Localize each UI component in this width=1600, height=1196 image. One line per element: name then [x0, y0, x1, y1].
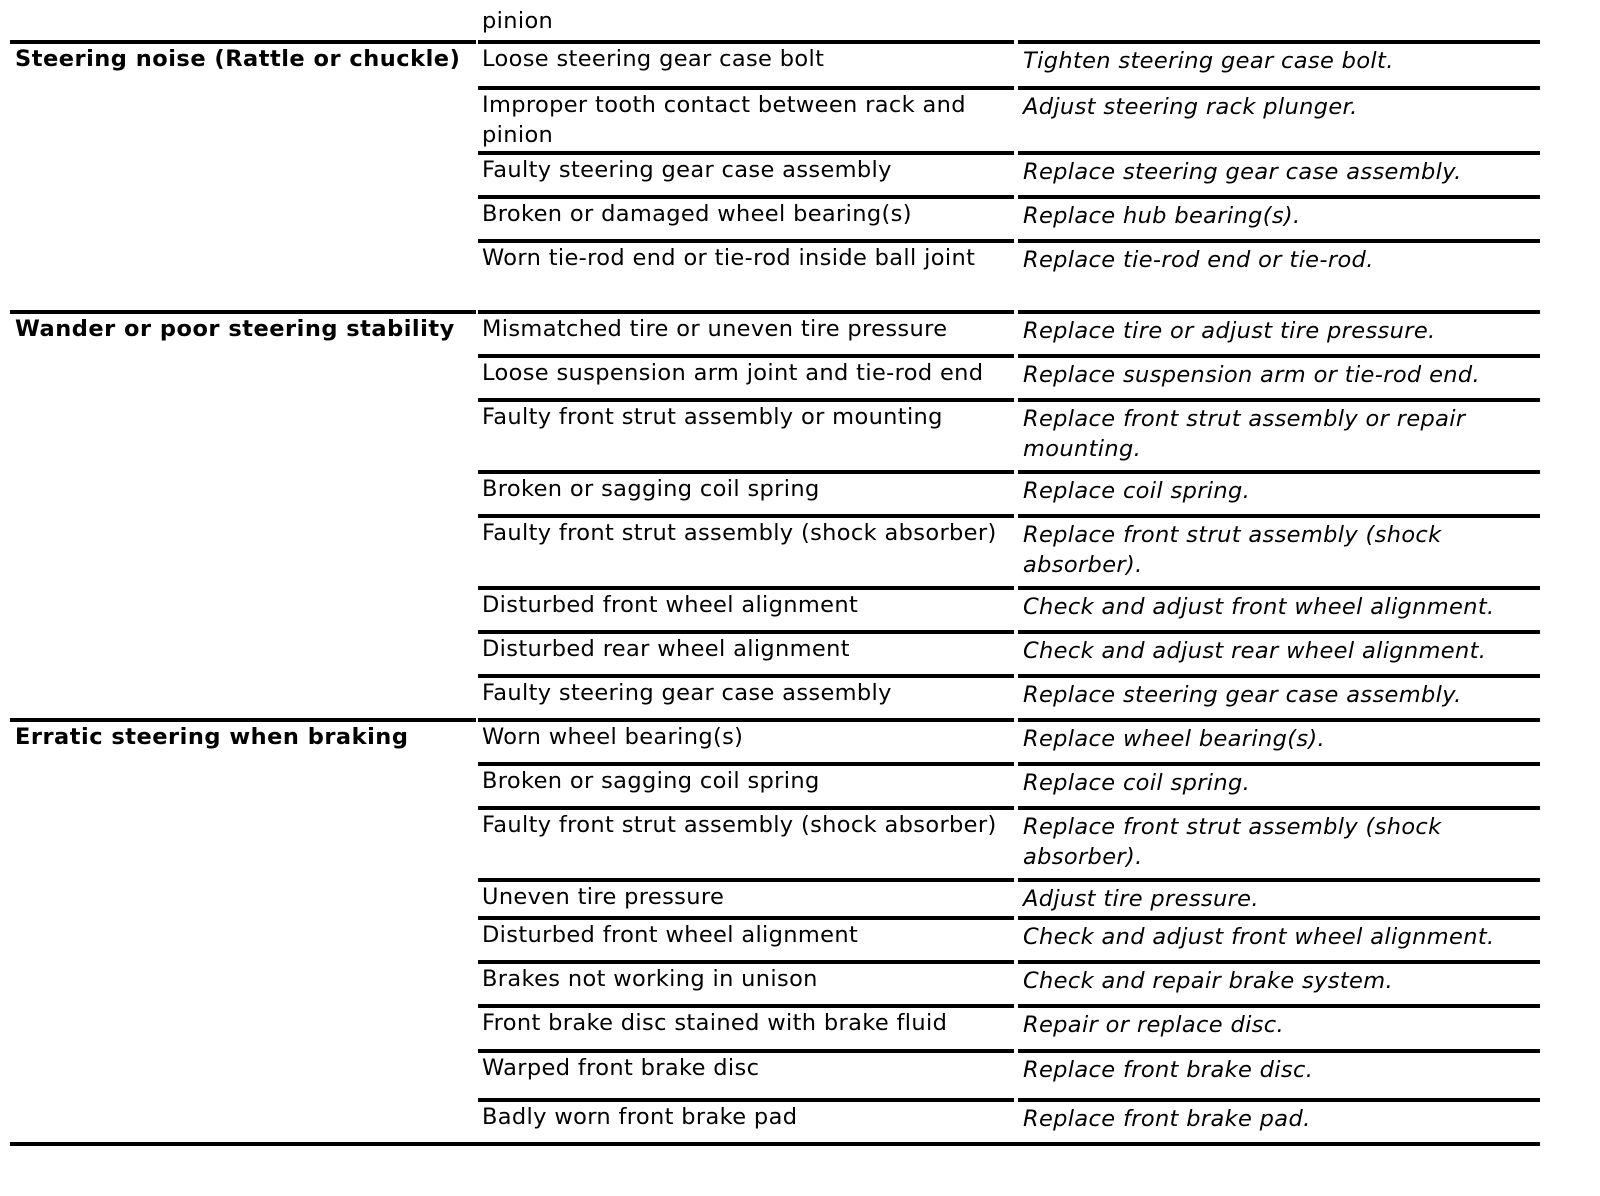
cause-text: Worn tie-rod end or tie-rod inside ball joint [482, 245, 976, 271]
remedy-divider [1018, 514, 1540, 518]
cause-text: Front brake disc stained with brake fluid [482, 1010, 948, 1036]
cause-text: Faulty steering gear case assembly [482, 157, 892, 183]
cause-text: Loose suspension arm joint and tie-rod end [482, 360, 984, 386]
remedy-divider [1018, 960, 1540, 964]
cause-text: Faulty steering gear case assembly [482, 680, 892, 706]
remedy-divider [1018, 40, 1540, 44]
remedy-divider [1018, 762, 1540, 766]
remedy-text: Repair or replace disc. [1023, 1012, 1284, 1038]
continued-cause-text: pinion [482, 8, 554, 34]
remedy-text: Replace coil spring. [1023, 478, 1251, 504]
remedy-divider [1018, 354, 1540, 358]
remedy-divider [1018, 398, 1540, 402]
remedy-text: Check and adjust front wheel alignment. [1023, 924, 1495, 950]
cause-text: Broken or damaged wheel bearing(s) [482, 201, 912, 227]
cause-text: pinion [482, 122, 554, 148]
remedy-divider [1018, 470, 1540, 474]
cause-text: Brakes not working in unison [482, 966, 818, 992]
remedy-divider [1018, 239, 1540, 243]
remedy-text: absorber). [1023, 844, 1143, 870]
cause-text: Mismatched tire or uneven tire pressure [482, 316, 948, 342]
remedy-text: Replace coil spring. [1023, 770, 1251, 796]
remedy-text: Replace hub bearing(s). [1023, 203, 1301, 229]
remedy-text: Tighten steering gear case bolt. [1023, 48, 1394, 74]
cause-text: Improper tooth contact between rack and [482, 92, 966, 118]
remedy-text: Replace front brake pad. [1023, 1106, 1311, 1132]
cause-text: Warped front brake disc [482, 1055, 760, 1081]
cause-text: Uneven tire pressure [482, 884, 725, 910]
remedy-text: Replace steering gear case assembly. [1023, 682, 1462, 708]
remedy-divider [1018, 806, 1540, 810]
cause-text: Disturbed front wheel alignment [482, 922, 859, 948]
remedy-text: Check and repair brake system. [1023, 968, 1394, 994]
remedy-text: Replace tie-rod end or tie-rod. [1023, 247, 1374, 273]
remedy-text: Adjust tire pressure. [1023, 886, 1259, 912]
remedy-text: Replace tire or adjust tire pressure. [1023, 318, 1436, 344]
remedy-text: absorber). [1023, 552, 1143, 578]
cause-text: Worn wheel bearing(s) [482, 724, 744, 750]
remedy-divider [1018, 586, 1540, 590]
remedy-divider [1018, 718, 1540, 722]
symptom-label: Wander or poor steering stability [15, 316, 455, 342]
remedy-text: Check and adjust front wheel alignment. [1023, 594, 1495, 620]
remedy-text: Replace suspension arm or tie-rod end. [1023, 362, 1481, 388]
cause-text: Badly worn front brake pad [482, 1104, 798, 1130]
remedy-text: Replace front strut assembly or repair [1023, 406, 1466, 432]
remedy-text: Replace front brake disc. [1023, 1057, 1314, 1083]
remedy-text: Replace front strut assembly (shock [1023, 814, 1442, 840]
remedy-text: Replace steering gear case assembly. [1023, 159, 1462, 185]
cause-text: Disturbed front wheel alignment [482, 592, 859, 618]
symptom-label: Steering noise (Rattle or chuckle) [15, 46, 461, 72]
remedy-divider [1018, 151, 1540, 155]
remedy-divider [1018, 1098, 1540, 1102]
remedy-divider [1018, 1049, 1540, 1053]
cause-text: Broken or sagging coil spring [482, 476, 820, 502]
remedy-divider [1018, 1004, 1540, 1008]
remedy-text: Replace wheel bearing(s). [1023, 726, 1326, 752]
table-bottom-rule [10, 1142, 1540, 1146]
remedy-divider [1018, 86, 1540, 90]
remedy-divider [1018, 674, 1540, 678]
remedy-text: mounting. [1023, 436, 1142, 462]
symptom-label: Erratic steering when braking [15, 724, 409, 750]
cause-text: Faulty front strut assembly or mounting [482, 404, 943, 430]
cause-text: Loose steering gear case bolt [482, 46, 825, 72]
remedy-text: Check and adjust rear wheel alignment. [1023, 638, 1487, 664]
remedy-divider [1018, 630, 1540, 634]
remedy-divider [1018, 916, 1540, 920]
cause-text: Disturbed rear wheel alignment [482, 636, 850, 662]
remedy-text: Adjust steering rack plunger. [1023, 94, 1358, 120]
cause-text: Faulty front strut assembly (shock absorber) [482, 812, 997, 838]
cause-text: Broken or sagging coil spring [482, 768, 820, 794]
remedy-divider [1018, 195, 1540, 199]
remedy-divider [1018, 878, 1540, 882]
remedy-text: Replace front strut assembly (shock [1023, 522, 1442, 548]
remedy-divider [1018, 310, 1540, 314]
cause-text: Faulty front strut assembly (shock absorber) [482, 520, 997, 546]
